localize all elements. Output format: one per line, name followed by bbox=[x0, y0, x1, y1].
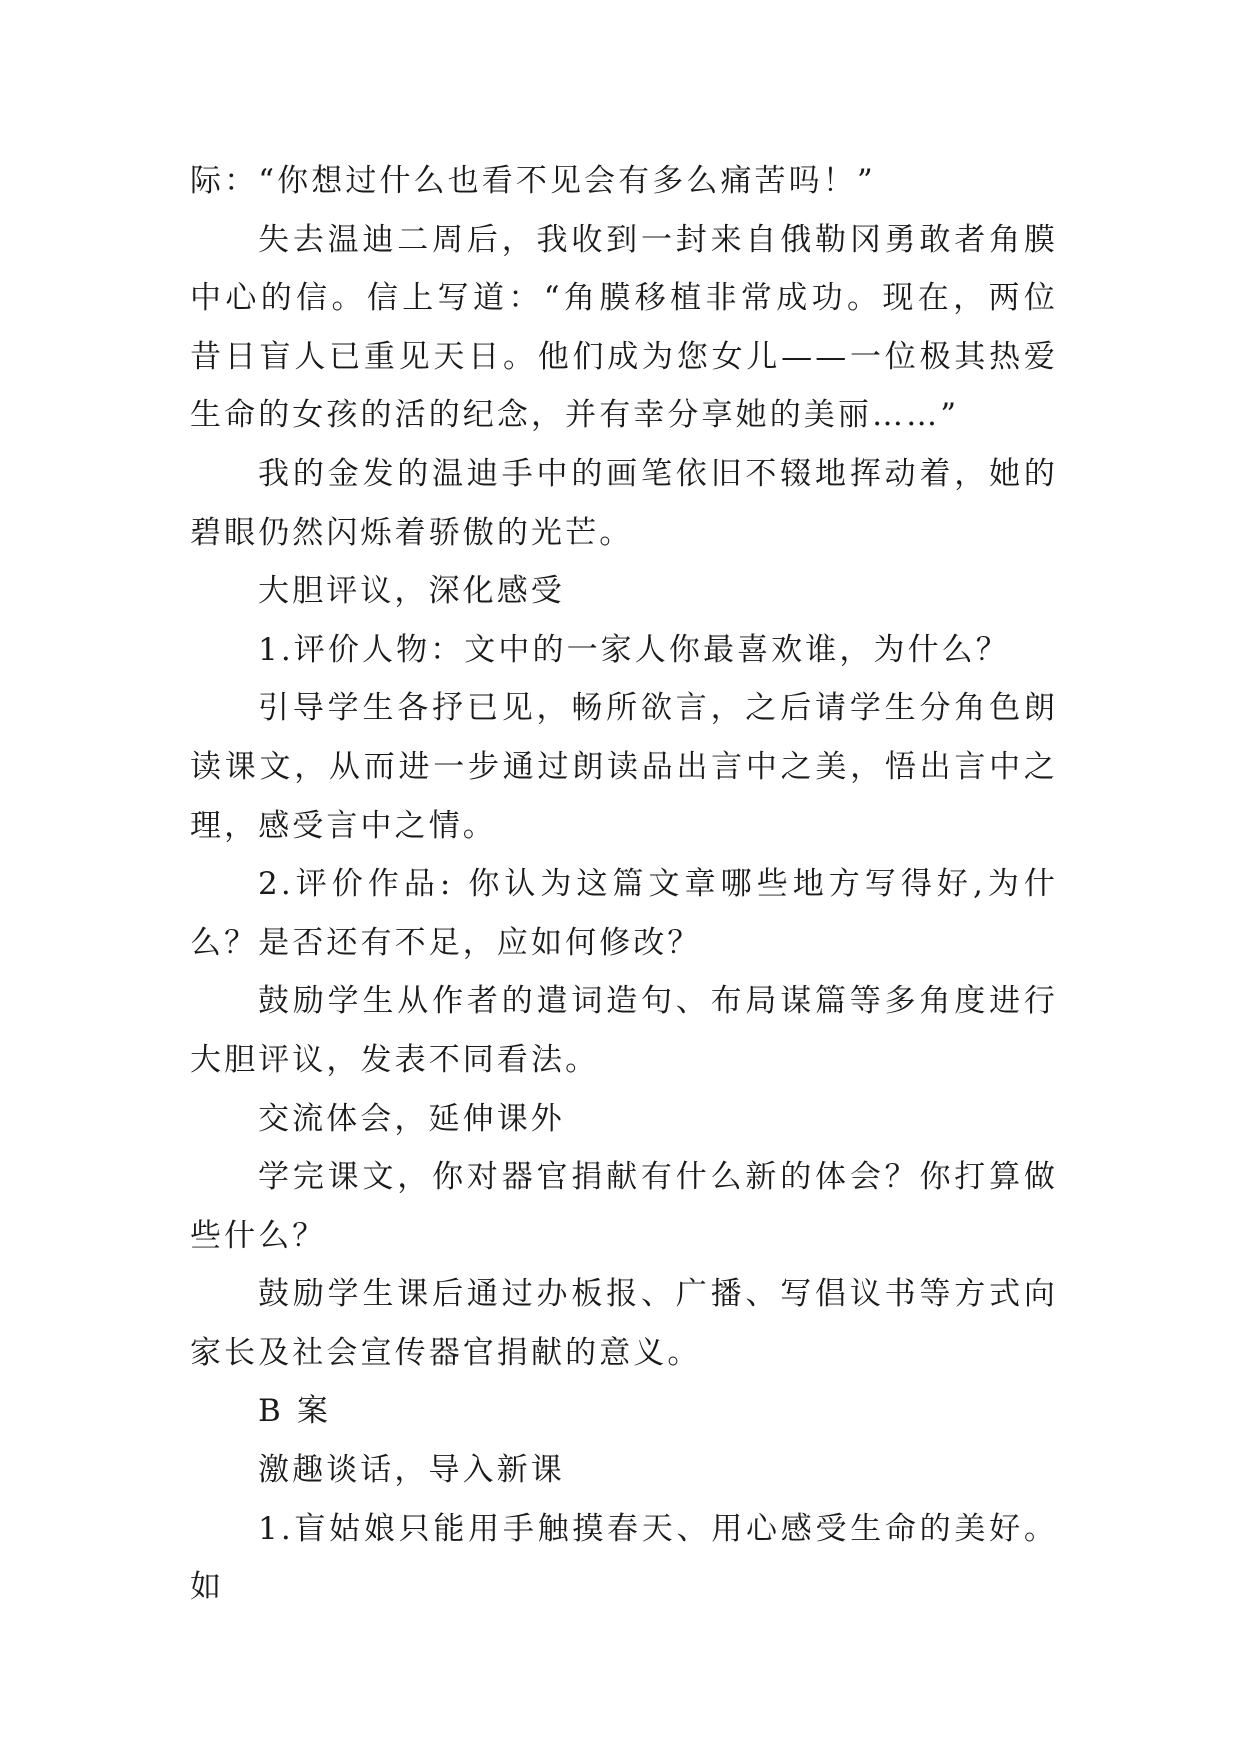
section-heading: 激趣谈话，导入新课 bbox=[258, 1452, 565, 1489]
section-heading: 交流体会，延伸课外 bbox=[258, 1100, 565, 1137]
paragraph: 引导学生各抒已见，畅所欲言，之后请学生分角色朗读课文，从而进一步通过朗读品出言中之美，悟出言中之理，感受言中之情。 bbox=[190, 690, 1058, 844]
paragraph: 2.评价作品: 你认为这篇文章哪些地方写得好,为什么？是否还有不足，应如何修改？ bbox=[190, 866, 1058, 961]
paragraph: 失去温迪二周后，我收到一封来自俄勒冈勇敢者角膜中心的信。信上写道：“角膜移植非常成功。现在，两位昔日盲人已重见天日。他们成为您女儿——一位极其热爱生命的女孩的活的纪念，并有幸分享她的美丽……” bbox=[190, 221, 1058, 434]
paragraph: 际：“你想过什么也看不见会有多么痛苦吗！” bbox=[190, 163, 876, 199]
paragraph: 鼓励学生课后通过办板报、广播、写倡议书等方式向家长及社会宣传器官捐献的意义。 bbox=[190, 1276, 1058, 1371]
paragraph: 我的金发的温迪手中的画笔依旧不辍地挥动着，她的碧眼仍然闪烁着骄傲的光芒。 bbox=[190, 455, 1058, 551]
paragraph: 鼓励学生从作者的遣词造句、布局谋篇等多角度进行大胆评议，发表不同看法。 bbox=[190, 983, 1058, 1078]
paragraph: 学完课文，你对器官捐献有什么新的体会？你打算做些什么？ bbox=[190, 1159, 1058, 1254]
document-body bbox=[190, 152, 1058, 1617]
section-heading: 大胆评议，深化感受 bbox=[258, 573, 565, 610]
section-heading: B 案 bbox=[258, 1393, 331, 1430]
paragraph: 1.评价人物：文中的一家人你最喜欢谁，为什么？ bbox=[258, 631, 1010, 668]
paragraph: 1.盲姑娘只能用手触摸春天、用心感受生命的美好。如 bbox=[190, 1510, 1058, 1606]
